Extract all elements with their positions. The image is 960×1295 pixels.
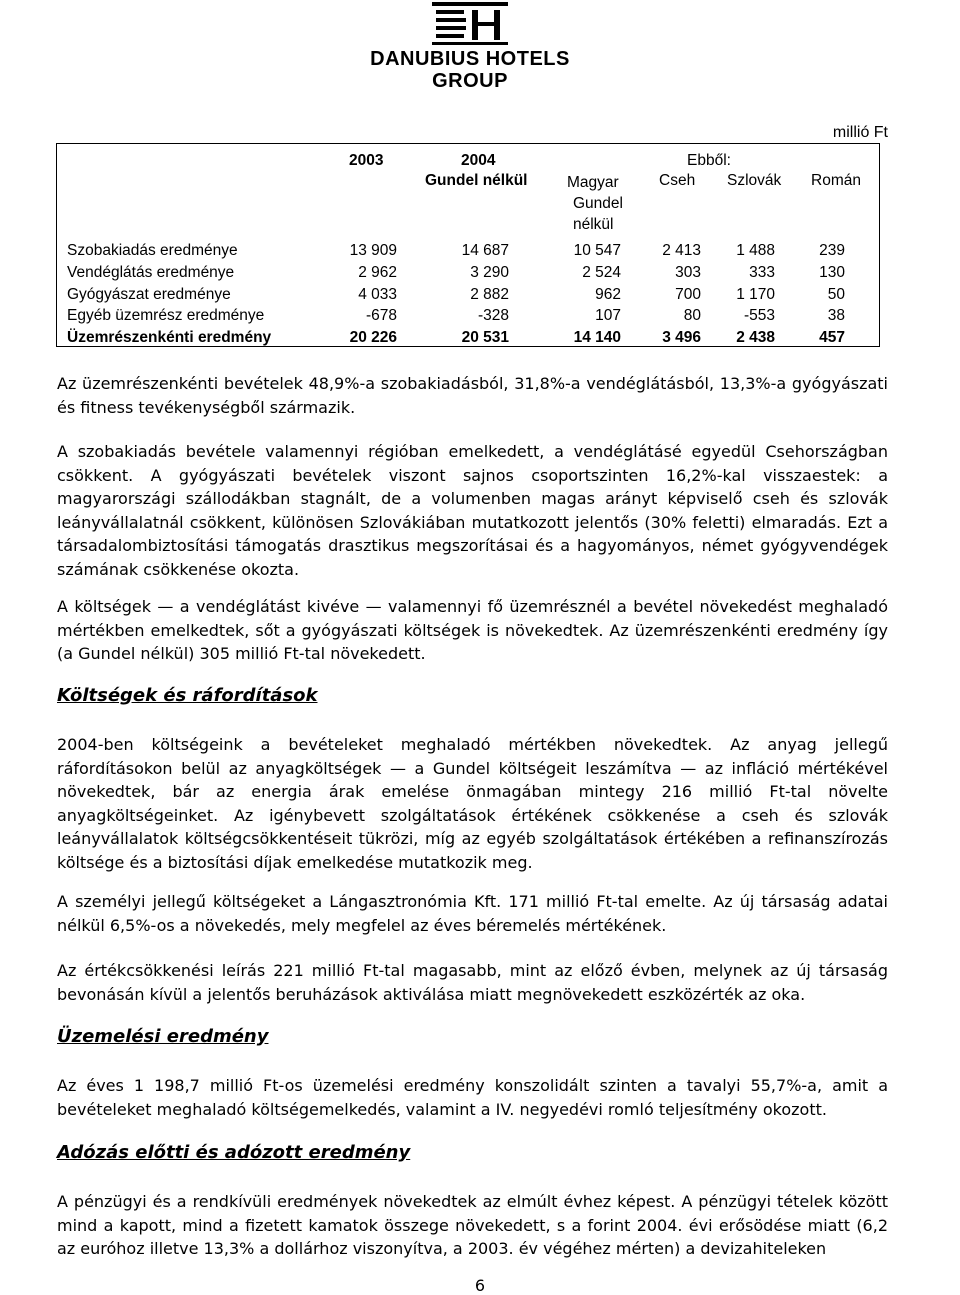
logo-text-line2: GROUP: [432, 70, 508, 92]
row-label: Egyéb üzemrész eredménye: [67, 307, 265, 324]
cell-2003: -678: [365, 307, 397, 324]
cell-2003: 13 909: [349, 242, 397, 259]
paragraph-text: Az üzemrészenkénti bevételek 48,9%-a szobakiadásból, 31,8%-a vendéglátásból, 13,3%-a gyógyászati és fitness tevékenységből származik.: [57, 374, 888, 417]
cell-cseh: 303: [675, 264, 701, 281]
cell-roman: 457: [819, 329, 845, 346]
cell-cseh: 700: [675, 286, 701, 303]
cell-cseh: 80: [683, 307, 701, 324]
results-table: [56, 143, 880, 347]
cell-szlovak: 2 438: [736, 329, 775, 346]
cell-magyar: 10 547: [573, 242, 621, 259]
header-magyar-nelkul: nélkül: [573, 216, 614, 233]
cell-szlovak: 333: [749, 264, 775, 281]
cell-2003: 2 962: [358, 264, 397, 281]
cell-szlovak: 1 488: [736, 242, 775, 259]
cell-2004: -328: [477, 307, 509, 324]
paragraph-text: Az éves 1 198,7 millió Ft-os üzemelési eredmény konszolidált szinten a tavalyi 55,7%-a, amit a bevételeket meghaladó költségemelkedés, valamint a IV. negyedévi romló teljesítmény okozott.: [57, 1076, 888, 1119]
paragraph: [57, 1190, 888, 1261]
row-label: Szobakiadás eredménye: [67, 242, 238, 259]
paragraph-text: A költségek — a vendéglátást kivéve — valamennyi fő üzemrésznél a bevétel növekedést meghaladó mértékben emelkedtek, sőt a gyógyászati költségek is növekedtek. Az üzemrészenkénti eredmény így (a Gundel nélkül) 305 millió Ft-tal növekedett.: [57, 597, 888, 663]
cell-2004: 3 290: [470, 264, 509, 281]
header-cseh: Cseh: [659, 172, 696, 189]
cell-magyar: 14 140: [573, 329, 621, 346]
section-heading: Üzemelési eredmény: [57, 1026, 269, 1047]
company-logo: [330, 0, 610, 100]
paragraph: [57, 890, 888, 937]
cell-2004: 20 531: [461, 329, 509, 346]
paragraph: [57, 959, 888, 1006]
row-label: Vendéglátás eredménye: [67, 264, 235, 281]
paragraph-text: 2004-ben költségeink a bevételeket meghaladó mértékben növekedtek. Az anyag jellegű ráfordításokon belül az anyagköltségek — a Gundel költségeit leszámítva — az infláció mértékével növekedtek, bár az energia árak emelése önmagában mintegy 216 millió Ft-tal növelte anyagköltségeinket. Az igénybevett szolgáltatások értékének csökkenése a cseh és szlovák leányvállalatok költségcsökkentéseit tükrözi, míg az egyéb szolgáltatások értékében a refinanszírozás költsége és a biztosítási díjak emelkedése mutatkozik meg.: [57, 735, 888, 872]
header-szlovak: Szlovák: [727, 172, 782, 189]
paragraph: [57, 1074, 888, 1121]
header-magyar: Magyar: [567, 174, 619, 191]
cell-2004: 2 882: [470, 286, 509, 303]
cell-2003: 4 033: [358, 286, 397, 303]
cell-magyar: 107: [595, 307, 621, 324]
cell-2003: 20 226: [349, 329, 397, 346]
logo-text-line1: DANUBIUS HOTELS: [370, 48, 570, 70]
cell-szlovak: -553: [743, 307, 775, 324]
cell-cseh: 2 413: [662, 242, 701, 259]
cell-cseh: 3 496: [662, 329, 701, 346]
paragraph-text: A szobakiadás bevétele valamennyi régióban emelkedett, a vendéglátásé egyedül Csehországban csökkent. A gyógyászati bevételek viszont sajnos csoportszinten 16,2%-kal visszaestek: a magyarországi szállodákban stagnált, de a volumenben magas arányt képviselő cseh és szlovák leányvállalatnál csökkent, különösen Szlovákiában mutatkozott jelentős (30% feletti) elmaradás. Ezt a társadalombiztosítási támogatás drasztikus megszorításai és a hagyományos, német gyógyvendégek számának csökkenése okozta.: [57, 442, 888, 579]
header-2003: 2003: [349, 152, 384, 169]
paragraph: [57, 440, 888, 581]
header-magyar-gundel: Gundel: [573, 195, 623, 212]
cell-roman: 130: [819, 264, 845, 281]
paragraph-text: A pénzügyi és a rendkívüli eredmények növekedtek az elmúlt évhez képest. A pénzügyi tételek között mind a kapott, mind a fizetett kamatok összege növekedett, s a forint 2004. évi erősödése miatt (6,2 az euróhoz illetve 13,3% a dollárhoz viszonyítva, a 2003. év végéhez mérten) a devizahiteleken: [57, 1192, 888, 1258]
unit-label: millió Ft: [832, 124, 888, 141]
dh-monogram-icon: [432, 0, 508, 46]
cell-szlovak: 1 170: [736, 286, 775, 303]
header-ebbol: Ebből:: [687, 152, 731, 169]
section-heading: Adózás előtti és adózott eredmény: [57, 1142, 411, 1163]
cell-roman: 239: [819, 242, 845, 259]
header-gundel-nelkul: Gundel nélkül: [425, 172, 528, 189]
paragraph: [57, 372, 888, 419]
header-roman: Román: [811, 172, 861, 189]
cell-magyar: 962: [595, 286, 621, 303]
cell-2004: 14 687: [461, 242, 509, 259]
paragraph-text: A személyi jellegű költségeket a Lángasztronómia Kft. 171 millió Ft-tal emelte. Az új társaság adatai nélkül 6,5%-os a növekedés, mely megfelel az éves béremelés mértékének.: [57, 892, 888, 935]
paragraph-text: Az értékcsökkenési leírás 221 millió Ft-tal magasabb, mint az előző évben, melynek az új társaság bevonásán kívül a jelentős beruházások aktiválása miatt megnövekedett eszközérték az oka.: [57, 961, 888, 1004]
cell-roman: 38: [827, 307, 845, 324]
paragraph: [57, 595, 888, 666]
cell-magyar: 2 524: [582, 264, 621, 281]
paragraph: [57, 733, 888, 874]
header-2004: 2004: [461, 152, 496, 169]
row-label: Gyógyászat eredménye: [67, 286, 231, 303]
page-number: 6: [474, 1276, 486, 1295]
section-heading: Költségek és ráfordítások: [57, 685, 318, 706]
cell-roman: 50: [827, 286, 845, 303]
row-label-total: Üzemrészenkénti eredmény: [67, 329, 272, 346]
